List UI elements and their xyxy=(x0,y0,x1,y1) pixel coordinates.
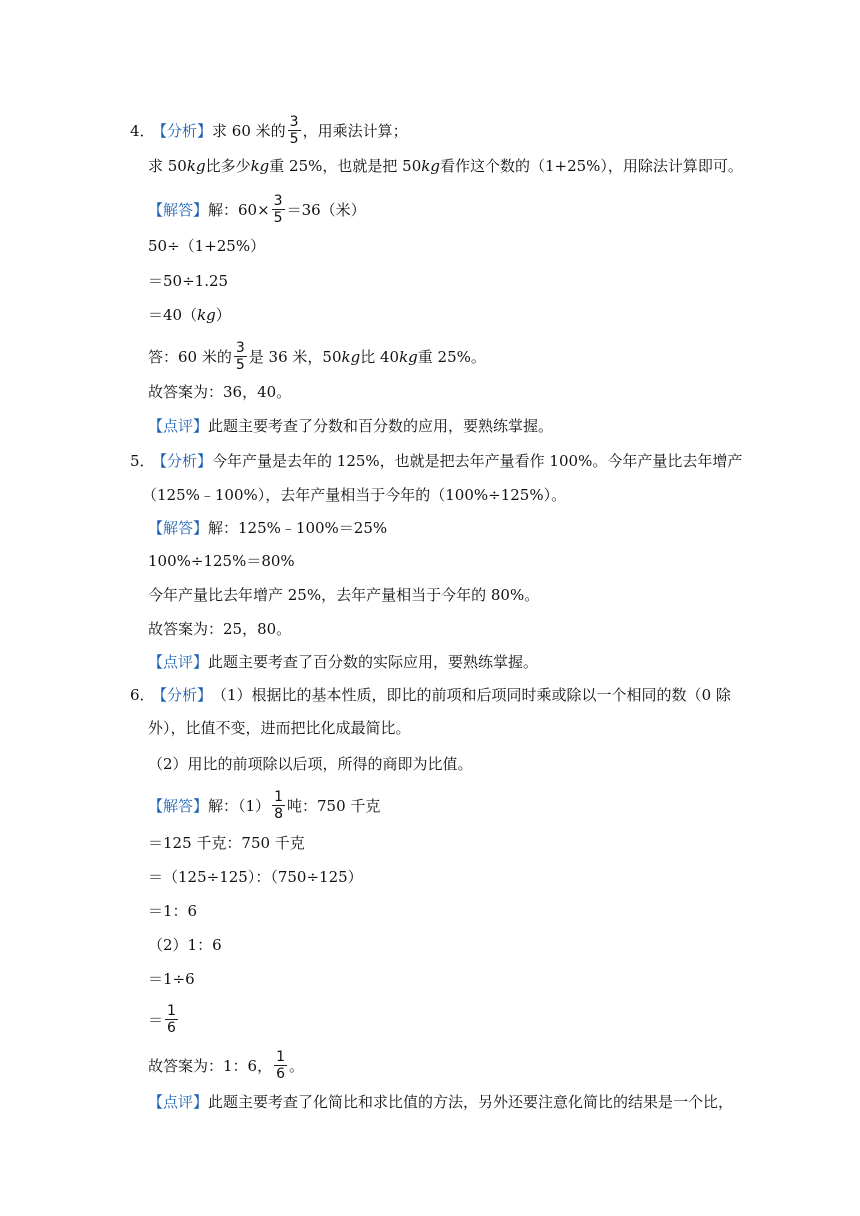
comment-tag: 【点评】 xyxy=(148,1093,209,1111)
q6-step1: ＝125 千克：750 千克 xyxy=(148,834,305,852)
q4-final: 故答案为：36，40。 xyxy=(148,383,292,401)
q5-step2: 今年产量比去年增产 25%，去年产量相当于今年的 80%。 xyxy=(148,586,540,604)
fraction-three-fifths: $\frac{3}{5}$ xyxy=(235,340,245,373)
comment-tag: 【点评】 xyxy=(148,653,209,671)
q6-analysis-line: 6． 【分析】 （1）根据比的基本性质，即比的前项和后项同时乘或除以一个相同的数（0 除 xyxy=(130,686,731,704)
fraction-one-sixth: $\frac{1}{6}$ xyxy=(276,1049,286,1082)
solution-tag: 【解答】 xyxy=(148,519,209,537)
q4-step2: ＝50÷1.25 xyxy=(148,272,229,290)
analysis-tag: 【分析】 xyxy=(152,686,213,704)
q5-solution-line: 【解答】 解：125%﹣100%＝25% xyxy=(148,519,388,537)
q5-step1: 100%÷125%＝80% xyxy=(148,552,295,570)
analysis-tag: 【分析】 xyxy=(152,121,213,140)
fraction-one-sixth: $\frac{1}{6}$ xyxy=(167,1003,176,1036)
q6-final: 故答案为：1：6， $\frac{1}{6}$ 。 xyxy=(148,1049,305,1082)
q5-analysis-line: 5． 【分析】 今年产量是去年的 125%，也就是把去年产量看作 100%。今年产量比去年增产 xyxy=(130,452,743,470)
q6-step2: ＝（125÷125）：（750÷125） xyxy=(148,868,363,886)
q6-number: 6． xyxy=(130,686,155,704)
q4-analysis-line: 4． 【分析】 求 60 米的 $\frac{3}{5}$ ，用乘法计算； xyxy=(130,114,408,147)
q6-comment-line: 【点评】 此题主要考查了化简比和求比值的方法，另外还要注意化简比的结果是一个比， xyxy=(148,1093,734,1111)
q4-answer: 答：60 米的 $\frac{3}{5}$ 是 36 米，50 kg 比 40 kg 重 25%。 xyxy=(148,340,486,373)
q6-analysis-line2: 外），比值不变，进而把比化成最简比。 xyxy=(148,719,411,737)
q6-step3: ＝1：6 xyxy=(148,902,198,920)
q6-step5: ＝1÷6 xyxy=(148,970,195,988)
q4-step3: ＝40（ kg ） xyxy=(148,306,231,324)
fraction-three-fifths: $\frac{3}{5}$ xyxy=(273,193,283,226)
fraction-three-fifths: $\frac{3}{5}$ xyxy=(289,114,299,147)
comment-tag: 【点评】 xyxy=(148,417,209,435)
fraction-one-eighth: $\frac{1}{8}$ xyxy=(274,789,283,822)
q6-solution-line: 【解答】 解：（1） $\frac{1}{8}$ 吨：750 千克 xyxy=(148,789,381,822)
solution-tag: 【解答】 xyxy=(148,200,209,219)
q5-final: 故答案为：25，80。 xyxy=(148,620,292,638)
q4-solution-line: 【解答】 解：60× $\frac{3}{5}$ ＝36（米） xyxy=(148,193,366,226)
solution-tag: 【解答】 xyxy=(148,796,209,815)
q4-analysis-line2: 求 50 kg 比多少 kg 重 25%，也就是把 50 kg 看作这个数的（1+25%），用除法计算即可。 xyxy=(148,157,743,175)
q6-analysis-line3: （2）用比的前项除以后项，所得的商即为比值。 xyxy=(148,755,473,773)
q4-step1: 50÷（1+25%） xyxy=(148,237,266,255)
q4-number: 4． xyxy=(130,121,155,140)
analysis-tag: 【分析】 xyxy=(152,452,213,470)
q5-analysis-line2: （125%﹣100%），去年产量相当于今年的（100%÷125%）。 xyxy=(142,486,567,504)
q5-number: 5． xyxy=(130,452,155,470)
q4-analysis-text: 求 60 米的 xyxy=(212,121,286,140)
q4-comment-line: 【点评】 此题主要考查了分数和百分数的应用，要熟练掌握。 xyxy=(148,417,554,435)
q5-comment-line: 【点评】 此题主要考查了百分数的实际应用，要熟练掌握。 xyxy=(148,653,539,671)
q6-step4: （2）1：6 xyxy=(148,936,222,954)
q6-step6: ＝ $\frac{1}{6}$ xyxy=(148,1003,176,1036)
